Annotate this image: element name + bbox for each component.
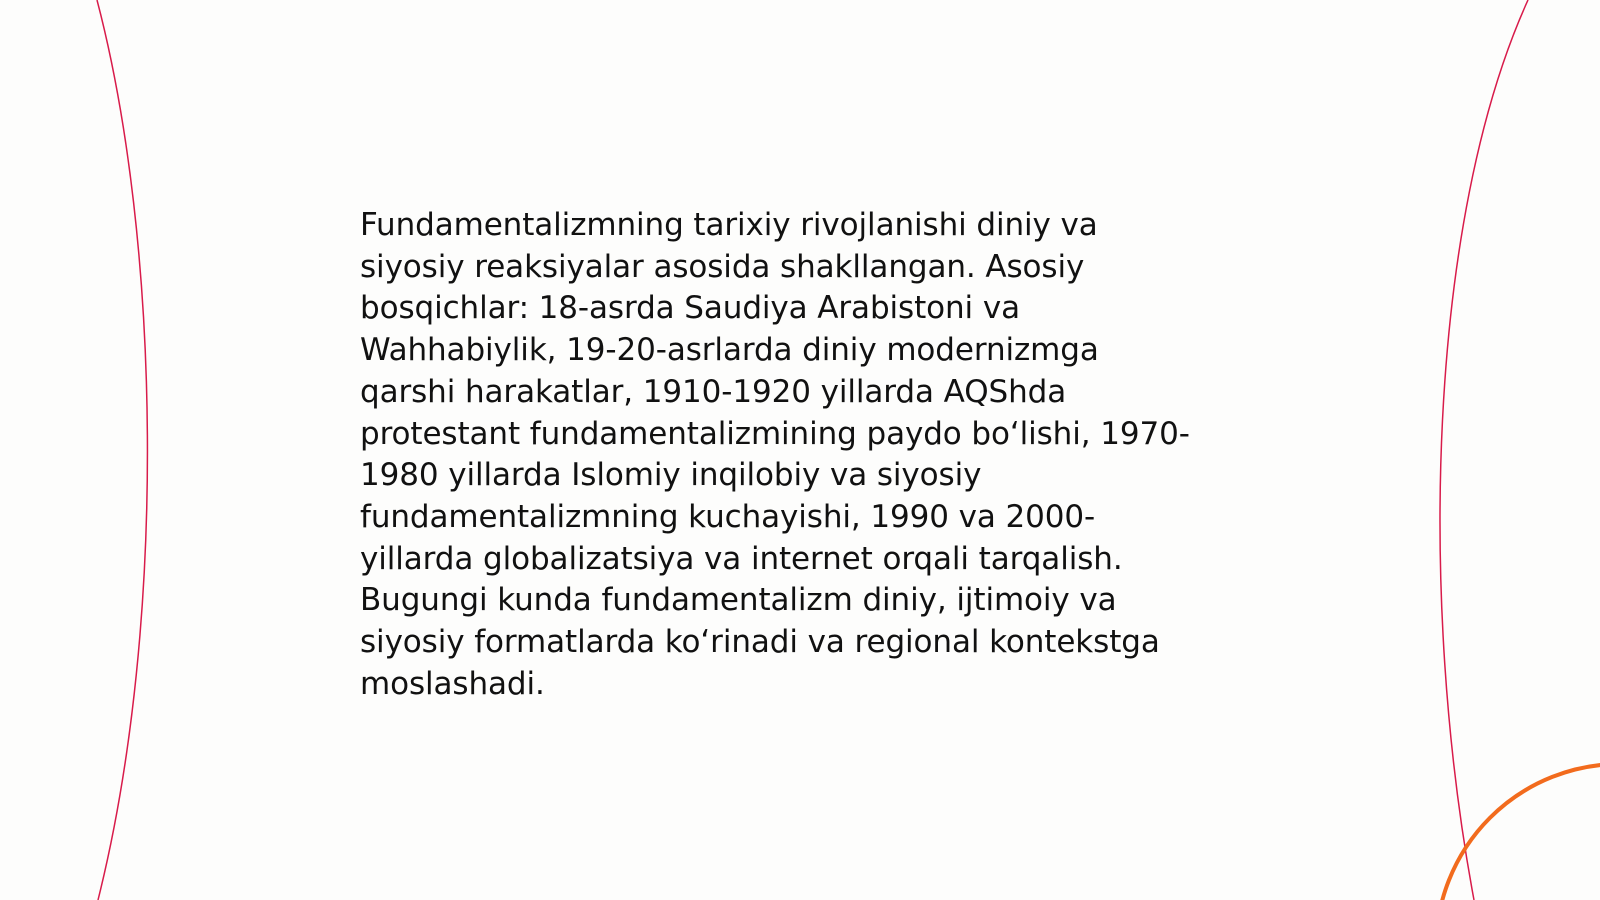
text-line: yillarda globalizatsiya va internet orqali tarqalish. [360, 540, 1123, 577]
right-curve-decoration [1440, 0, 1528, 900]
text-line: siyosiy formatlarda koʻrinadi va regional kontekstga [360, 624, 1160, 661]
text-line: protestant fundamentalizmining paydo boʻlishi, 1970- [360, 415, 1190, 452]
text-line: bosqichlar: 18-asrda Saudiya Arabistoni va [360, 290, 1020, 327]
text-line: Bugungi kunda fundamentalizm diniy, ijtimoiy va [360, 582, 1117, 619]
text-line: qarshi harakatlar, 1910-1920 yillarda AQShda [360, 373, 1067, 410]
slide-body-text [360, 205, 1240, 705]
text-line: Wahhabiylik, 19-20-asrlarda diniy modernizmga [360, 332, 1099, 369]
corner-circle-arc-decoration [1436, 764, 1600, 900]
text-line: fundamentalizmning kuchayishi, 1990 va 2000- [360, 498, 1096, 535]
text-line: siyosiy reaksiyalar asosida shakllangan. Asosiy [360, 248, 1085, 285]
left-curve-decoration [97, 0, 147, 900]
text-line: Fundamentalizmning tarixiy rivojlanishi diniy va [360, 207, 1098, 243]
text-line: 1980 yillarda Islomiy inqilobiy va siyosiy [360, 457, 982, 494]
text-line: moslashadi. [360, 665, 545, 702]
